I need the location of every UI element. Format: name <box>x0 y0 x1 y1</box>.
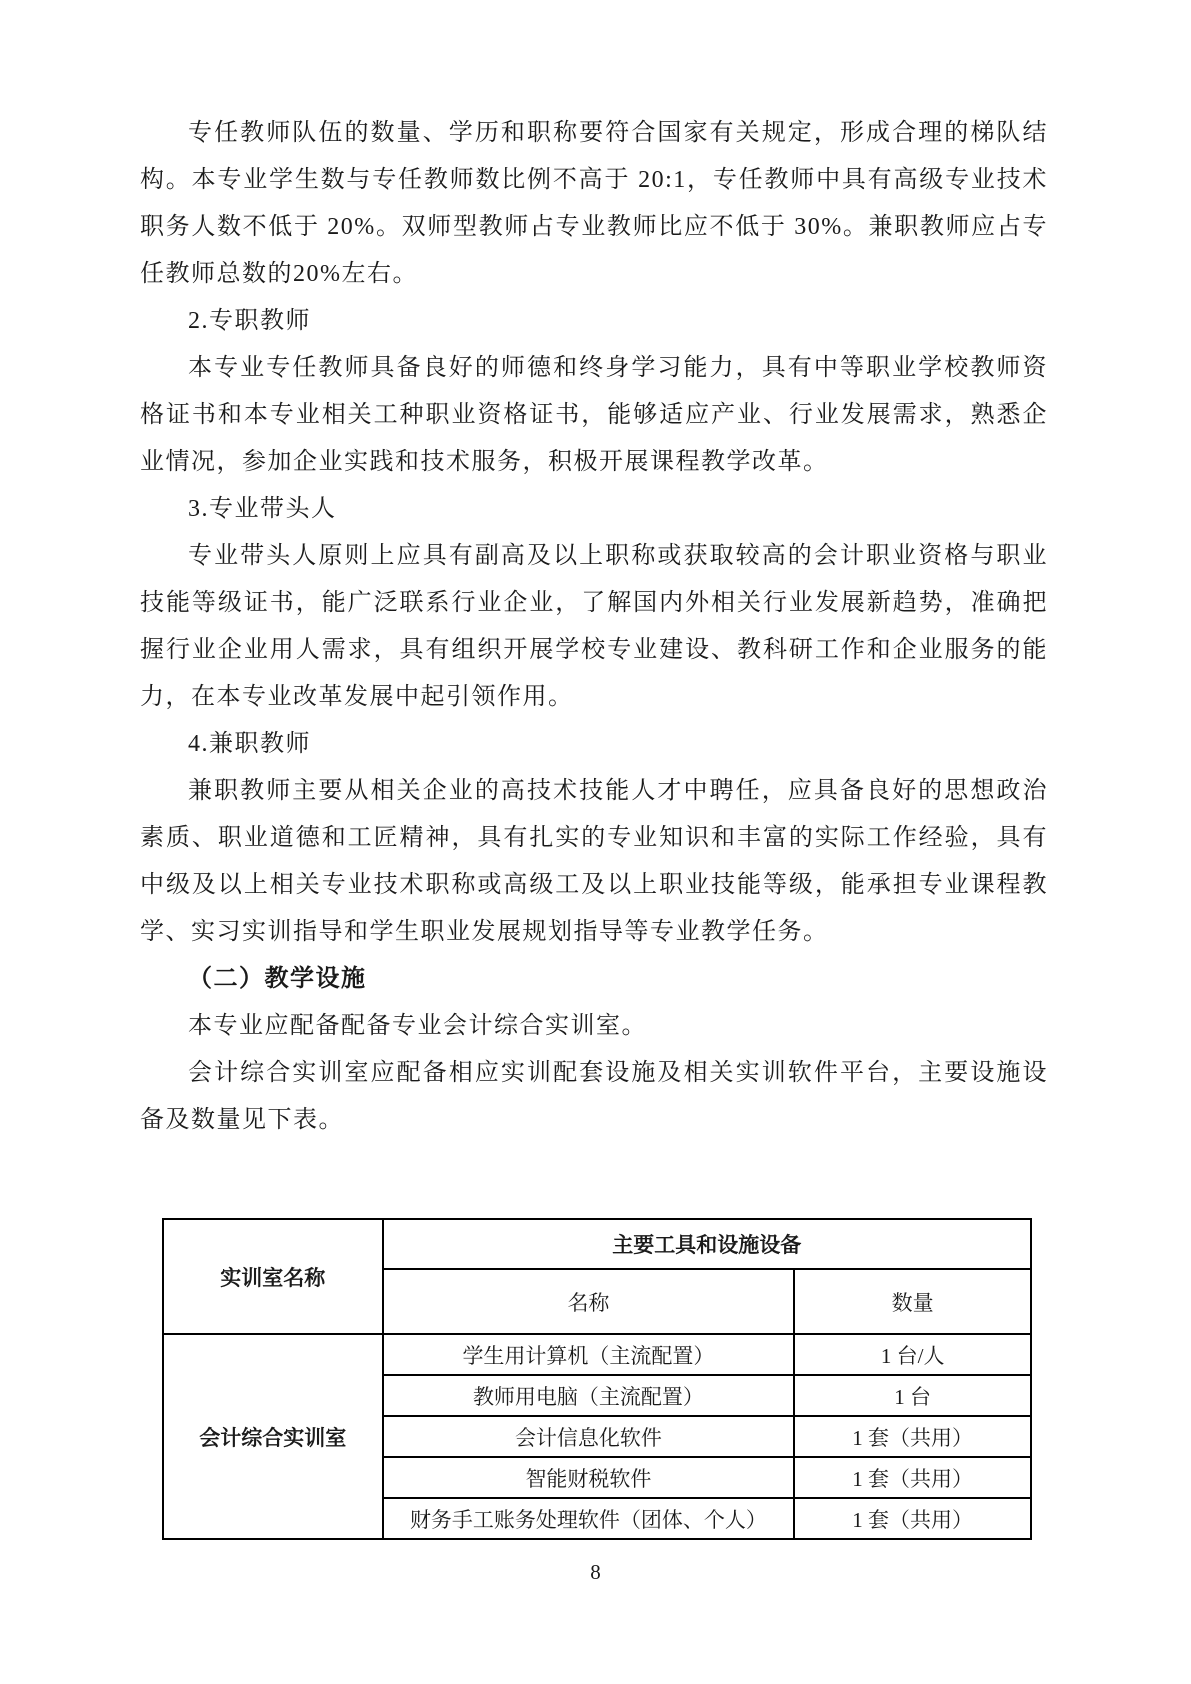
page-number: 8 <box>590 1560 601 1584</box>
paragraph-fulltime-teachers: 本专业专任教师具备良好的师德和终身学习能力，具有中等职业学校教师资格证书和本专业相关工种职业资格证书，能够适应产业、行业发展需求，熟悉企业情况，参加企业实践和技术服务，积极开展课程教学改革。 <box>140 355 1048 475</box>
paragraph-equipment-intro: 会计综合实训室应配备相应实训配套设施及相关实训软件平台，主要设施设备及数量见下表。 <box>140 1060 1048 1133</box>
table-header-room-name: 实训室名称 <box>163 1219 383 1334</box>
table-cell-item-name: 智能财税软件 <box>383 1457 795 1498</box>
heading-fulltime-teachers: 2.专职教师 <box>188 308 311 334</box>
facilities-table <box>162 1218 1032 1540</box>
table-cell-item-name: 教师用电脑（主流配置） <box>383 1375 795 1416</box>
table-header-row-1 <box>163 1219 1031 1269</box>
heading-program-leader: 3.专业带头人 <box>188 496 337 522</box>
paragraph-training-room-required: 本专业应配备配备专业会计综合实训室。 <box>188 1013 647 1039</box>
paragraph-teacher-team-requirements: 专任教师队伍的数量、学历和职称要符合国家有关规定，形成合理的梯队结构。本专业学生数与专任教师数比例不高于 20:1，专任教师中具有高级专业技术职务人数不低于 20%。双师型教师占专业教师比应不低于 30%。兼职教师应占专任教师总数的20%左右。 <box>140 120 1048 287</box>
table-header-tools-equipment: 主要工具和设施设备 <box>383 1219 1031 1269</box>
table-header-quantity: 数量 <box>794 1269 1031 1334</box>
page-content <box>140 110 1048 1144</box>
table-row <box>163 1334 1031 1375</box>
table-cell-item-qty: 1 台/人 <box>794 1334 1031 1375</box>
table-cell-item-qty: 1 台 <box>794 1375 1031 1416</box>
table-cell-item-name: 财务手工账务处理软件（团体、个人） <box>383 1498 795 1539</box>
table-cell-item-name: 会计信息化软件 <box>383 1416 795 1457</box>
table-cell-item-name: 学生用计算机（主流配置） <box>383 1334 795 1375</box>
heading-parttime-teachers: 4.兼职教师 <box>188 731 311 757</box>
table-header-name: 名称 <box>383 1269 795 1334</box>
table-cell-item-qty: 1 套（共用） <box>794 1457 1031 1498</box>
table-cell-room-name: 会计综合实训室 <box>163 1334 383 1539</box>
table-cell-item-qty: 1 套（共用） <box>794 1498 1031 1539</box>
heading-teaching-facilities: （二）教学设施 <box>188 966 367 992</box>
table-cell-item-qty: 1 套（共用） <box>794 1416 1031 1457</box>
paragraph-parttime-teachers: 兼职教师主要从相关企业的高技术技能人才中聘任，应具备良好的思想政治素质、职业道德和工匠精神，具有扎实的专业知识和丰富的实际工作经验，具有中级及以上相关专业技术职称或高级工及以上职业技能等级，能承担专业课程教学、实习实训指导和学生职业发展规划指导等专业教学任务。 <box>140 778 1048 945</box>
paragraph-program-leader: 专业带头人原则上应具有副高及以上职称或获取较高的会计职业资格与职业技能等级证书，能广泛联系行业企业，了解国内外相关行业发展新趋势，准确把握行业企业用人需求，具有组织开展学校专业建设、教科研工作和企业服务的能力，在本专业改革发展中起引领作用。 <box>140 543 1048 710</box>
